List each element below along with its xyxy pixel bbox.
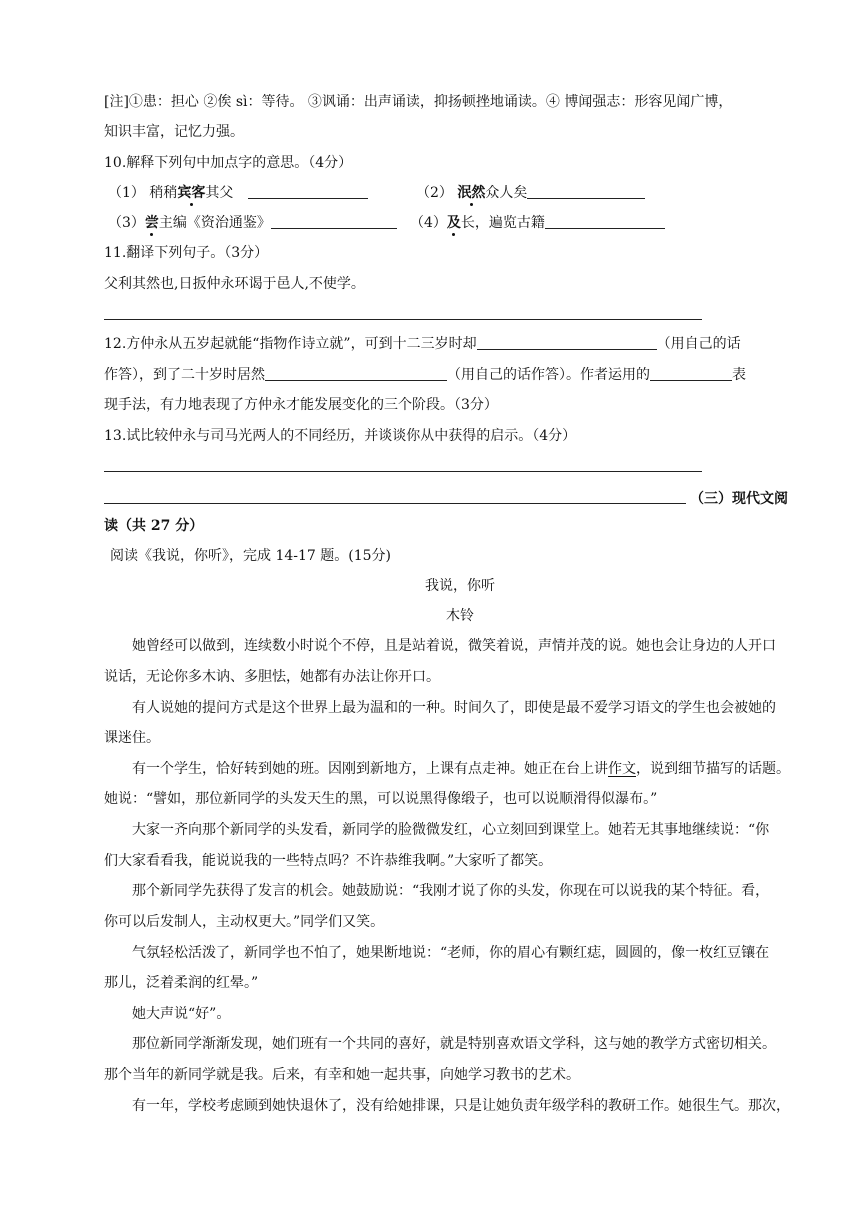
passage-p7: 她大声说“好”。: [132, 1006, 231, 1022]
passage-p9-line-1: 有一年，学校考虑顾到她快退休了，没有给她排课，只是让她负责年级学科的教研工作。她很生气。那次，: [132, 1098, 790, 1114]
q10-item-1-suffix: 其父: [205, 185, 234, 201]
passage-title: 我说，你听: [425, 578, 495, 594]
q12-line-2-mid: （用自己的话作答）。作者运用的: [447, 367, 650, 383]
reading-instructions: 阅读《我说，你听》，完成 14-17 题。(15分): [110, 548, 391, 564]
q12-line-2-tail: 表: [732, 367, 746, 383]
passage-p5-line-2: 你可以后发制人，主动权更大。”同学们又笑。: [104, 914, 385, 930]
q10-item-4-dotted: 及: [446, 215, 461, 231]
passage-p8-line-1: 那位新同学渐渐发现，她们班有一个共同的喜好，就是特别喜欢语文学科，这与她的教学方式密切相关。: [132, 1036, 776, 1052]
q12-line-2-text: 作答），到了二十岁时居然: [104, 367, 265, 383]
q13-stem: 13.试比较仲永与司马光两人的不同经历，并谈谈你从中获得的启示。（4分）: [104, 428, 577, 444]
q12-line-1-text: 12.方仲永从五岁起就能“指物作诗立就”，可到十二三岁时却: [104, 336, 477, 352]
section-3-heading-part-1: （三）现代文阅: [690, 491, 788, 507]
passage-p2-line-2: 课迷住。: [104, 730, 160, 746]
passage-p3-text: 有一个学生，恰好转到她的班。因刚到新地方，上课有点走神。她正在台上讲: [132, 761, 608, 777]
q12-answer-blank-1[interactable]: [477, 335, 657, 350]
passage-author: 木铃: [446, 608, 474, 624]
q11-stem: 11.翻译下列句子。（3分）: [104, 245, 269, 261]
passage-p1-line-1: 她曾经可以做到，连续数小时说个不停，且是站着说，微笑着说，声情并茂的说。她也会让身边的人开口: [132, 638, 776, 654]
passage-p6-line-2: 那儿，泛着柔润的红晕。”: [104, 975, 259, 991]
note-line-1: [注]①患：担心 ②俟 sì：等待。 ③讽诵：出声诵读，抑扬顿挫地诵读。④ 博闻强志：形容见闻广博，: [104, 94, 733, 110]
passage-p3-line-1: [132, 759, 790, 779]
q10-item-3: [108, 213, 397, 233]
q10-item-4: [410, 213, 665, 233]
passage-p3-underlined: 作文: [608, 761, 636, 777]
passage-p4-line-2: 们大家看看我，能说说我的一些特点吗？不许恭维我啊。”大家听了都笑。: [104, 853, 553, 869]
q12-line-1: [104, 334, 741, 354]
q12-line-3: 现手法，有力地表现了方仲永才能发展变化的三个阶段。（3分）: [104, 397, 498, 413]
q11-sentence: 父利其然也,日扳仲永环谒于邑人,不使学。: [104, 276, 365, 292]
q10-item-1-dotted: 宾客: [177, 185, 206, 201]
passage-p3-line-2: 她说：“譬如，那位新同学的头发天生的黑，可以说黑得像缎子，也可以说顺滑得似瀑布。”: [104, 791, 658, 807]
q10-item-2-suffix: 众人矣: [485, 185, 528, 201]
passage-p8-line-2: 那个当年的新同学就是我。后来，有幸和她一起共事，向她学习教书的艺术。: [104, 1067, 580, 1083]
q13-answer-line-1[interactable]: [104, 471, 702, 472]
q10-item-2-dotted: 泯然: [457, 185, 486, 201]
q10-item-3-dotted: 尝: [144, 215, 159, 231]
q10-item-1: [108, 183, 368, 203]
passage-p6-line-1: 气氛轻松活泼了，新同学也不怕了，她果断地说：“老师，你的眉心有颗红痣，圆圆的，像一枚红豆镶在: [132, 945, 770, 961]
q10-item-3-prefix: （3）: [108, 215, 145, 231]
q10-answer-blank-1[interactable]: [248, 184, 368, 199]
q12-line-2: [104, 365, 746, 385]
q10-stem: 10.解释下列句中加点字的意思。（4分）: [104, 155, 353, 171]
q10-item-4-suffix: 长，遍览古籍: [460, 215, 545, 231]
q11-answer-line[interactable]: [104, 319, 702, 320]
passage-p1-line-2: 说话，无论你多木讷、多胆怯，她都有办法让你开口。: [104, 669, 440, 685]
q12-answer-blank-3[interactable]: [650, 366, 732, 381]
passage-p4-line-1: 大家一齐向那个新同学的头发看，新同学的脸微微发红，心立刻回到课堂上。她若无其事地继续说：“你: [132, 822, 770, 838]
passage-p5-line-1: 那个新同学先获得了发言的机会。她鼓励说：“我刚才说了你的头发，你现在可以说我的某个特征。看，: [132, 883, 770, 899]
q10-item-3-suffix: 主编《资治通鉴》: [158, 215, 271, 231]
q12-answer-blank-2[interactable]: [265, 366, 447, 381]
passage-p3-tail: ，说到细节描写的话题。: [636, 761, 790, 777]
section-3-heading-part-2: 读（共 27 分）: [104, 518, 204, 534]
q10-item-1-prefix: （1） 稍稍: [108, 185, 178, 201]
note-line-2: 知识丰富，记忆力强。: [104, 124, 244, 140]
q10-answer-blank-3[interactable]: [271, 214, 397, 229]
q10-item-4-prefix: （4）: [410, 215, 447, 231]
q10-item-2: [416, 183, 645, 203]
passage-p2-line-1: 有人说她的提问方式是这个世界上最为温和的一种。时间久了，即使是最不爱学习语文的学生也会被她的: [132, 700, 776, 716]
q12-line-1-tail: （用自己的话: [656, 336, 741, 352]
q10-answer-blank-2[interactable]: [527, 184, 645, 199]
q10-answer-blank-4[interactable]: [545, 214, 665, 229]
q10-item-2-prefix: （2）: [416, 185, 453, 201]
q13-answer-line-2[interactable]: [104, 503, 686, 504]
